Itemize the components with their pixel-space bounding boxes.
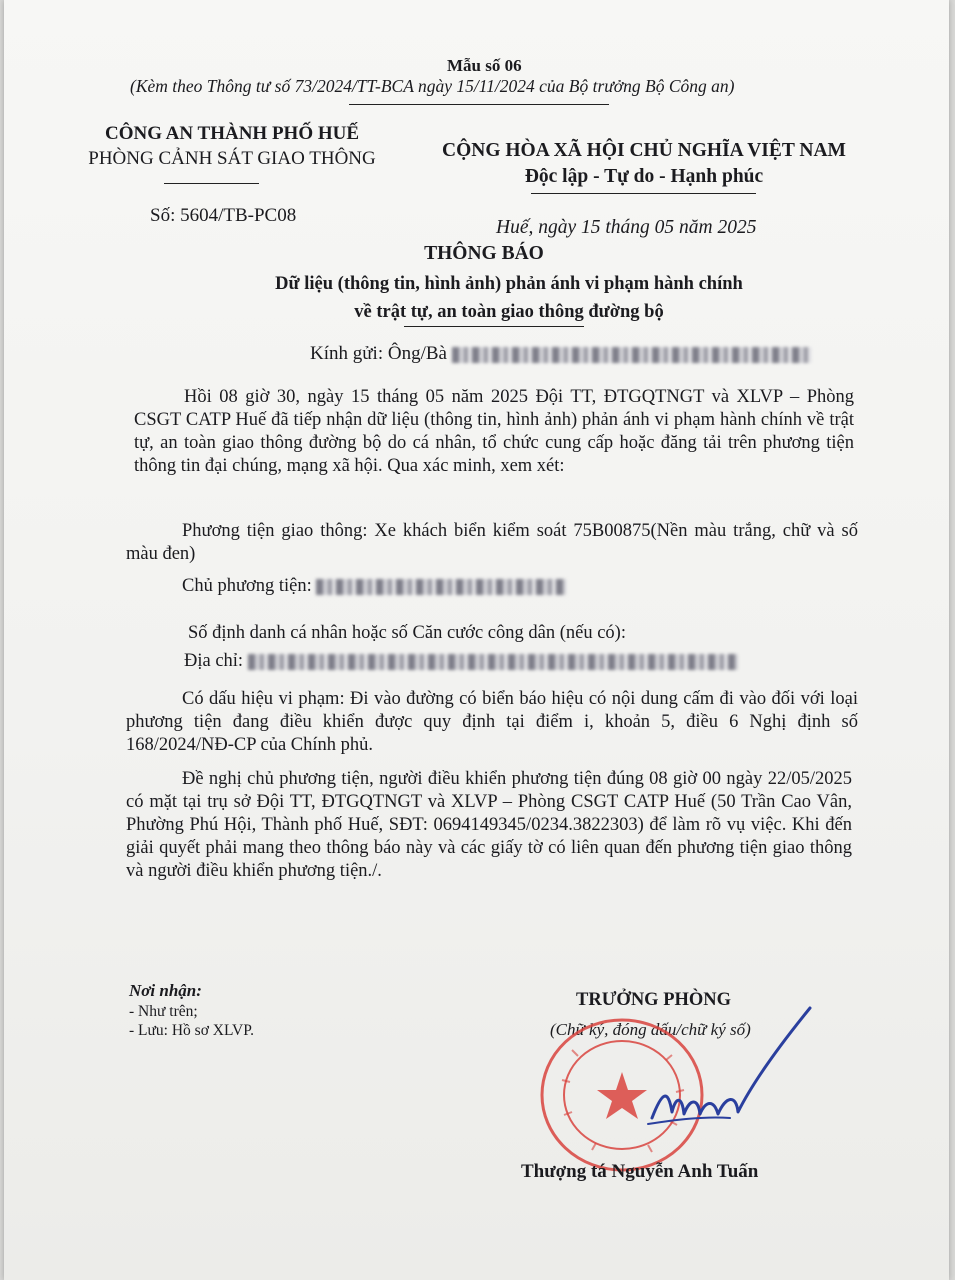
redacted-recipient-name <box>452 347 812 363</box>
vehicle-paragraph: Phương tiện giao thông: Xe khách biển kiểm soát 75B00875(Nền màu trắng, chữ và số màu đen) <box>126 521 858 564</box>
document-number: Số: 5604/TB-PC08 <box>150 205 297 226</box>
recipient-label: Kính gửi: Ông/Bà <box>310 343 447 364</box>
document-page <box>4 0 949 1280</box>
redacted-owner-name <box>316 579 566 595</box>
redacted-address <box>248 654 738 670</box>
recipients-item: - Như trên; <box>129 1003 198 1020</box>
handwritten-signature <box>634 1000 824 1140</box>
recipients-heading: Nơi nhận: <box>129 981 202 1000</box>
form-number: Mẫu số 06 <box>447 56 522 75</box>
recipient-line <box>310 343 812 365</box>
document-title: THÔNG BÁO <box>424 243 544 264</box>
request-paragraph: Đề nghị chủ phương tiện, người điều khiển phương tiện đúng 08 giờ 00 ngày 22/05/2025 có mặt tại trụ sở Đội TT, ĐTGQTNGT và XLVP – Phòng CSGT CATP Huế (50 Trần Cao Vân, Phường Phú Hội, Thành phố Huế, SĐT: 0694149345/0234.3822303) để làm rõ vụ việc. Khi đến giải quyết phải mang theo thông báo này và các giấy tờ có liên quan đến phương tiện giao thông và người điều khiển phương tiện./. <box>126 769 852 881</box>
nation-title: CỘNG HÒA XÃ HỘI CHỦ NGHĨA VIỆT NAM <box>442 140 846 161</box>
address-label: Địa chỉ: <box>184 651 244 671</box>
document-subtitle-1: Dữ liệu (thông tin, hình ảnh) phản ánh vi phạm hành chính <box>275 274 743 294</box>
agency-department: PHÒNG CẢNH SÁT GIAO THÔNG <box>88 148 376 169</box>
id-line: Số định danh cá nhân hoặc số Căn cước công dân (nếu có): <box>188 623 626 643</box>
motto-rule <box>531 193 756 194</box>
address-line <box>184 651 738 672</box>
form-attached-note: (Kèm theo Thông tư số 73/2024/TT-BCA ngày 15/11/2024 của Bộ trưởng Bộ Công an) <box>130 76 735 96</box>
violation-paragraph: Có dấu hiệu vi phạm: Đi vào đường có biển báo hiệu có nội dung cấm đi vào đối với loại phương tiện đang điều khiển được quy định tại điểm i, khoản 5, điều 6 Nghị định số 168/2024/NĐ-CP của Chính phủ. <box>126 689 858 755</box>
nation-motto: Độc lập - Tự do - Hạnh phúc <box>524 166 764 187</box>
signer-position: TRƯỞNG PHÒNG <box>576 990 732 1010</box>
document-subtitle-2: về trật tự, an toàn giao thông đường bộ <box>354 302 664 322</box>
agency-name: CÔNG AN THÀNH PHỐ HUẾ <box>104 123 360 144</box>
signer-name: Thượng tá Nguyễn Anh Tuấn <box>521 1161 759 1182</box>
recipients-item: - Lưu: Hồ sơ XLVP. <box>129 1022 254 1039</box>
title-rule <box>404 326 584 327</box>
header-rule <box>349 104 609 105</box>
owner-line <box>182 576 566 597</box>
signature-note: (Chữ ký, đóng dấu/chữ ký số) <box>550 1020 751 1039</box>
place-date: Huế, ngày 15 tháng 05 năm 2025 <box>496 217 757 238</box>
intake-paragraph: Hồi 08 giờ 30, ngày 15 tháng 05 năm 2025 Đội TT, ĐTGQTNGT và XLVP – Phòng CSGT CATP Huế đã tiếp nhận dữ liệu (thông tin, hình ảnh) phản ánh vi phạm hành chính về trật tự, an toàn giao thông đường bộ do cá nhân, tổ chức cung cấp hoặc đăng tải trên phương tiện thông tin đại chúng, mạng xã hội. Qua xác minh, xem xét: <box>134 387 854 476</box>
agency-rule <box>164 183 259 184</box>
owner-label: Chủ phương tiện: <box>182 576 312 596</box>
